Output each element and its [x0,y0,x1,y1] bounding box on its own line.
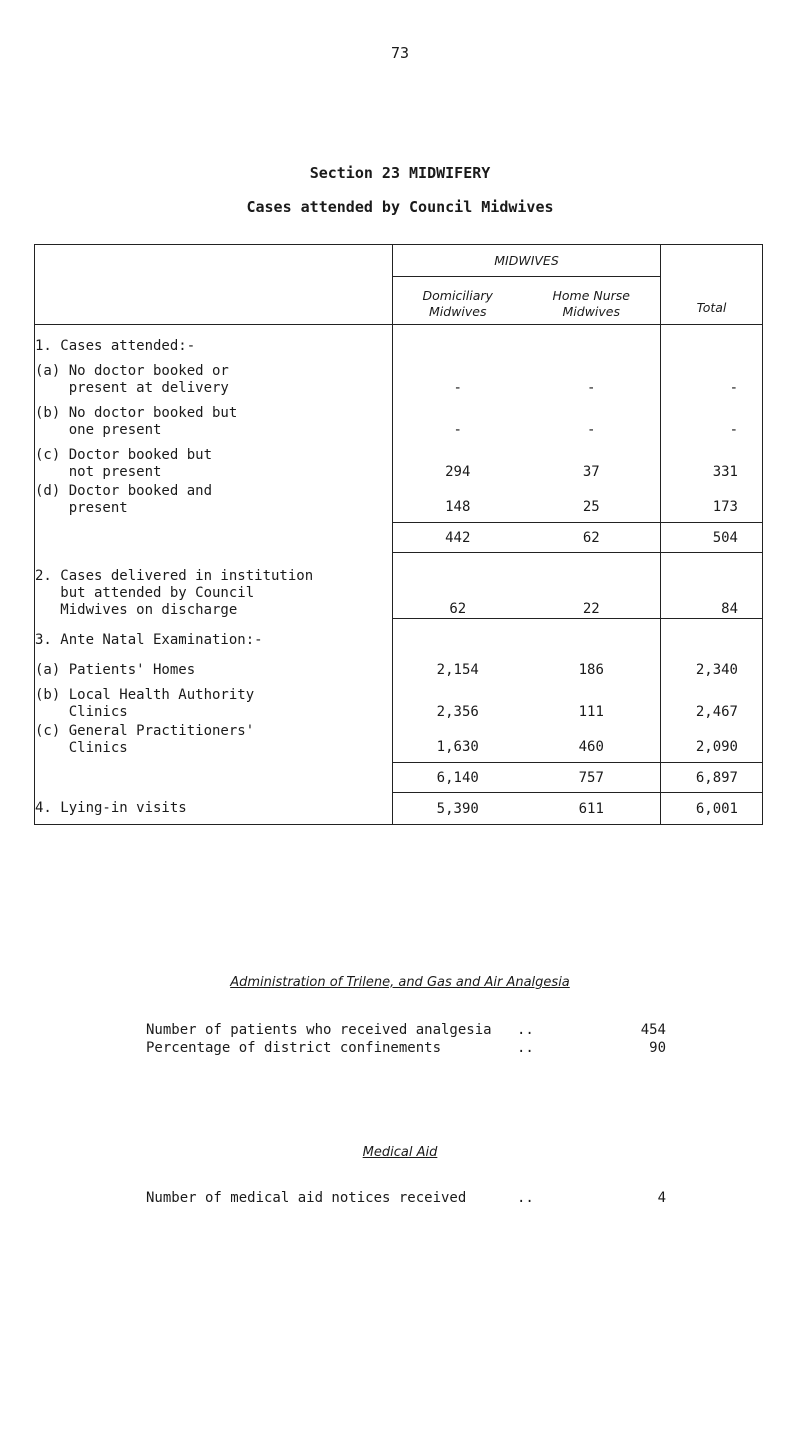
cell-total: 2,467 [661,679,763,721]
row-label: (c) Doctor booked but not present [35,439,393,481]
cell-total: 331 [661,439,763,481]
cell-home-nurse: 111 [578,703,604,720]
column-header-domiciliary: Domiciliary Midwives [422,288,493,319]
stat-value: 4 [657,1190,666,1206]
header-total-cell [661,245,763,325]
analgesia-row [146,1022,666,1038]
table-row [35,649,763,679]
table-row [35,553,763,619]
cell-domiciliary: - [453,421,462,438]
cell-total: - [661,355,763,397]
stat-value: 454 [640,1022,666,1038]
medical-aid-heading [0,1145,800,1160]
cell-total: 84 [661,553,763,619]
cell-blank [35,763,393,793]
cell-blank [661,619,763,649]
cell-home-nurse: 611 [523,793,661,825]
cell-total: 6,897 [661,763,763,793]
cell-domiciliary: 5,390 [393,793,523,825]
cell-domiciliary: 442 [393,523,523,553]
table-row [35,793,763,825]
cell-domiciliary: 148 [445,499,471,515]
row-label: (c) General Practitioners' Clinics [35,721,393,763]
table-row [35,721,763,763]
table-row [35,679,763,721]
stat-leader-dots: .. [517,1040,534,1056]
stat-value: 90 [649,1040,666,1056]
cell-domiciliary: - [453,379,462,396]
section-title: Section 23 MIDWIFERY [309,164,491,182]
cell-home-nurse: 37 [582,463,600,480]
table-row [35,439,763,481]
cell-blank [661,325,763,355]
section-2-label: 2. Cases delivered in institution but attended by Council Midwives on discharge [35,553,393,619]
cell-home-nurse: 25 [582,499,600,515]
medical-aid-row [146,1190,666,1206]
cell-blank [523,619,661,649]
stat-label: Number of medical aid notices received [146,1190,467,1206]
analgesia-row [146,1040,666,1056]
row-label: (a) No doctor booked or present at delivery [35,355,393,397]
analgesia-heading [0,975,800,990]
row-label: (d) Doctor booked and present [35,481,393,523]
medical-aid-title: Medical Aid [362,1145,438,1160]
subtotal-row [35,763,763,793]
cell-home-nurse: 186 [578,661,604,678]
cell-total: 2,340 [661,649,763,679]
stat-label: Number of patients who received analgesia [146,1022,492,1038]
cell-home-nurse: - [587,421,596,438]
group-header-midwives: MIDWIVES [393,245,661,277]
cell-total: 173 [661,481,763,523]
cell-domiciliary: 294 [445,463,471,480]
row-label: (a) Patients' Homes [35,649,393,679]
table-row [35,397,763,439]
cell-total: 6,001 [661,793,763,825]
cell-domiciliary: 6,140 [393,763,523,793]
section-1-label: 1. Cases attended:- [35,325,393,355]
cell-home-nurse: 460 [578,739,604,755]
page-number: 73 [390,44,410,62]
row-label: (b) No doctor booked but one present [35,397,393,439]
section-3-label: 3. Ante Natal Examination:- [35,619,393,649]
stat-label: Percentage of district confinements [146,1040,442,1056]
stat-leader-dots: .. [517,1022,534,1038]
cell-blank [523,325,661,355]
subtotal-row [35,523,763,553]
cell-domiciliary: 2,356 [436,703,479,720]
cell-total: 504 [661,523,763,553]
cell-total: - [661,397,763,439]
stat-leader-dots: .. [517,1190,534,1206]
table-row [35,355,763,397]
cell-home-nurse: 22 [582,601,600,617]
midwives-table [34,244,763,825]
cell-home-nurse: 62 [523,523,661,553]
cell-domiciliary: 62 [449,601,467,617]
cell-blank [35,523,393,553]
cell-domiciliary: 2,154 [436,661,479,678]
cell-home-nurse: 757 [523,763,661,793]
table-row [35,481,763,523]
table-subtitle: Cases attended by Council Midwives [246,198,554,216]
column-header-home-nurse: Home Nurse Midwives [552,288,630,319]
header-blank-cell [35,245,393,325]
cell-home-nurse: - [587,379,596,396]
section-4-label: 4. Lying-in visits [35,793,393,825]
analgesia-title: Administration of Trilene, and Gas and Air Analgesia [230,975,570,990]
cell-blank [393,619,523,649]
cell-domiciliary: 1,630 [436,739,479,755]
cell-total: 2,090 [661,721,763,763]
row-label: (b) Local Health Authority Clinics [35,679,393,721]
cell-blank [393,325,523,355]
column-header-total: Total [696,300,727,315]
